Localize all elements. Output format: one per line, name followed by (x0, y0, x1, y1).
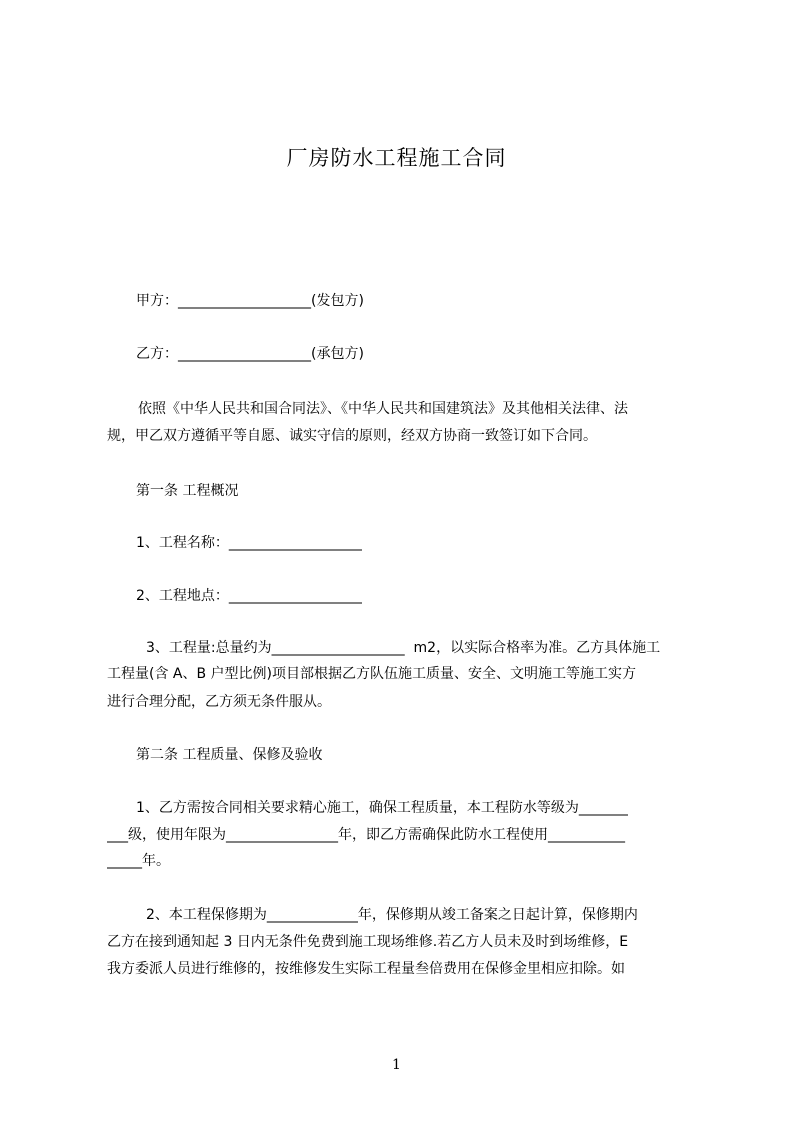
quality-line-2: ___级，使用年限为________________年，即乙方需确保此防水工程使用___________ (107, 827, 625, 843)
party-a-line: 甲方：___________________(发包方) (136, 293, 364, 309)
preamble-line-1: 依照《中华人民共和国合同法》、《中华人民共和国建筑法》及其他相关法律、法 (138, 401, 628, 417)
project-location-line: 2、工程地点：___________________ (136, 588, 362, 604)
article-1-heading: 第一条 工程概况 (136, 483, 239, 499)
quantity-line-3: 进行合理分配，乙方须无条件服从。 (107, 694, 331, 710)
party-b-line: 乙方：___________________(承包方) (136, 346, 364, 362)
project-name-line: 1、工程名称：___________________ (136, 535, 362, 551)
quantity-line-1: 3、工程量:总量约为___________________ m2，以实际合格率为准。乙方具体施工 (146, 640, 661, 656)
quantity-line-2: 工程量(含 A、B 户型比例)项目部根据乙方队伍施工质量、安全、文明施工等施工实方 (107, 666, 637, 682)
warranty-line-3: 我方委派人员进行维修的，按维修发生实际工程量叁倍费用在保修金里相应扣除。如 (107, 961, 625, 977)
preamble-line-2: 规，甲乙双方遵循平等自愿、诚实守信的原则，经双方协商一致签订如下合同。 (107, 428, 597, 444)
quality-line-1: 1、乙方需按合同相关要求精心施工，确保工程质量，本工程防水等级为_______ (136, 800, 628, 816)
warranty-line-1: 2、本工程保修期为_____________年，保修期从竣工备案之日起计算，保修期内 (146, 907, 638, 923)
page-number: 1 (392, 1057, 401, 1073)
quality-line-3: _____年。 (107, 853, 170, 869)
warranty-line-2: 乙方在接到通知起 3 日内无条件免费到施工现场维修.若乙方人员未及时到场维修，E (107, 934, 629, 950)
article-2-heading: 第二条 工程质量、保修及验收 (136, 747, 323, 763)
document-title: 厂房防水工程施工合同 (286, 146, 507, 170)
